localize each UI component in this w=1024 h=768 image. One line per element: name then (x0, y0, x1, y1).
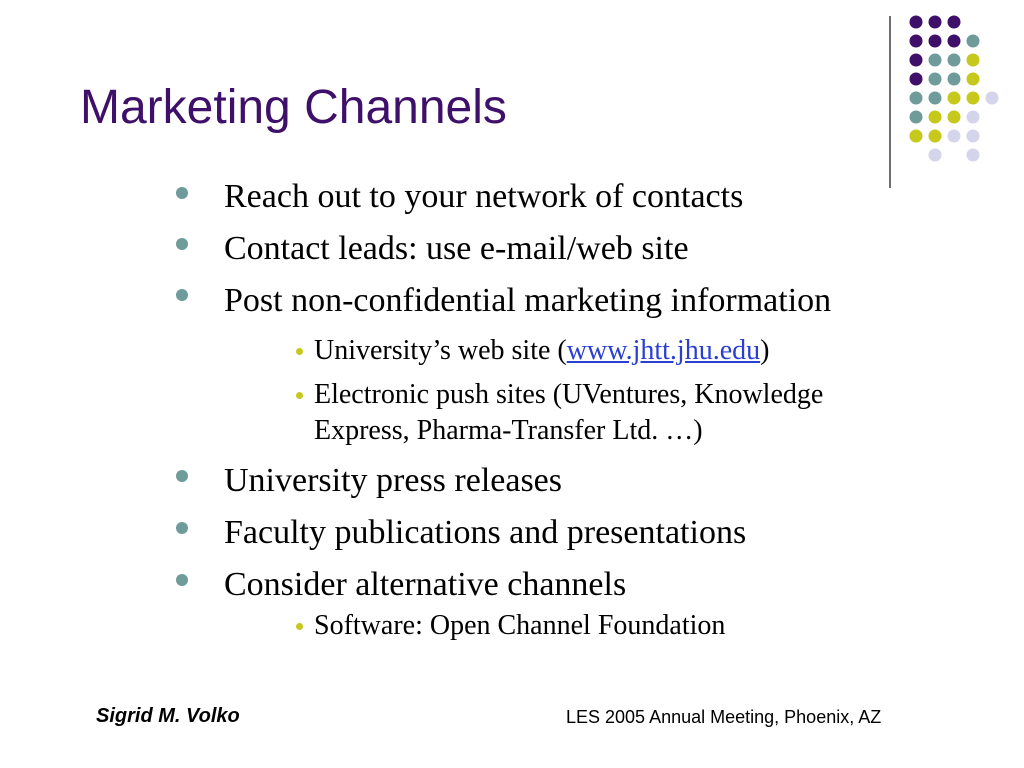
decorative-dot (910, 111, 923, 124)
bullet-marker (176, 187, 188, 199)
footer-event: LES 2005 Annual Meeting, Phoenix, AZ (566, 707, 882, 727)
bullet-marker (176, 470, 188, 482)
sub-bullet-marker (296, 623, 303, 630)
decorative-dot (929, 73, 942, 86)
decorative-dot (986, 92, 999, 105)
bullet-item: University press releases (224, 462, 563, 499)
dot-grid-graphic (906, 12, 1006, 164)
decorative-dot (948, 111, 961, 124)
decorative-dot (948, 16, 961, 29)
bullet-item: Consider alternative channels (224, 566, 627, 603)
footer-author: Sigrid M. Volko (96, 705, 240, 727)
sub-bullet-item (314, 333, 769, 369)
decorative-dot (929, 130, 942, 143)
slide-title: Marketing Channels (80, 81, 507, 134)
decorative-dot (967, 54, 980, 67)
bullet-marker (176, 574, 188, 586)
decorative-dot (910, 92, 923, 105)
decorative-dot (967, 73, 980, 86)
decorative-dot (967, 35, 980, 48)
decorative-dot (929, 92, 942, 105)
sub-bullet-marker (296, 392, 303, 399)
divider-line (889, 16, 891, 188)
decorative-dot (967, 111, 980, 124)
sub-bullet-text: ) (760, 335, 770, 366)
bullet-item: Contact leads: use e-mail/web site (224, 230, 689, 267)
decorative-dot (967, 149, 980, 162)
decorative-dot (910, 73, 923, 86)
decorative-dot (967, 130, 980, 143)
decorative-dot (929, 35, 942, 48)
bullet-marker (176, 522, 188, 534)
bullet-item: Post non-confidential marketing information (224, 282, 832, 319)
university-web-link[interactable]: www.jhtt.jhu.edu (566, 335, 761, 366)
decorative-dot (948, 130, 961, 143)
decorative-dot (929, 111, 942, 124)
decorative-dot (967, 92, 980, 105)
decorative-dot (910, 54, 923, 67)
sub-bullet-marker (296, 348, 303, 355)
decorative-dot (948, 73, 961, 86)
bullet-item: Reach out to your network of contacts (224, 178, 744, 215)
decorative-dot (948, 35, 961, 48)
decorative-dot (929, 54, 942, 67)
decorative-dot (910, 16, 923, 29)
bullet-marker (176, 238, 188, 250)
decorative-dot (948, 92, 961, 105)
sub-bullet-text: University’s web site ( (314, 335, 567, 366)
bullet-item: Faculty publications and presentations (224, 514, 747, 551)
sub-bullet-item-continuation: Express, Pharma-Transfer Ltd. …) (314, 415, 703, 446)
sub-bullet-item: Software: Open Channel Foundation (314, 610, 726, 641)
decorative-dot (910, 130, 923, 143)
decorative-dot (929, 149, 942, 162)
decorative-dot (910, 35, 923, 48)
decorative-dot (948, 54, 961, 67)
bullet-marker (176, 289, 188, 301)
sub-bullet-item: Electronic push sites (UVentures, Knowledge (314, 379, 824, 410)
decorative-dot (929, 16, 942, 29)
decorative-dot-grid (906, 12, 1006, 164)
